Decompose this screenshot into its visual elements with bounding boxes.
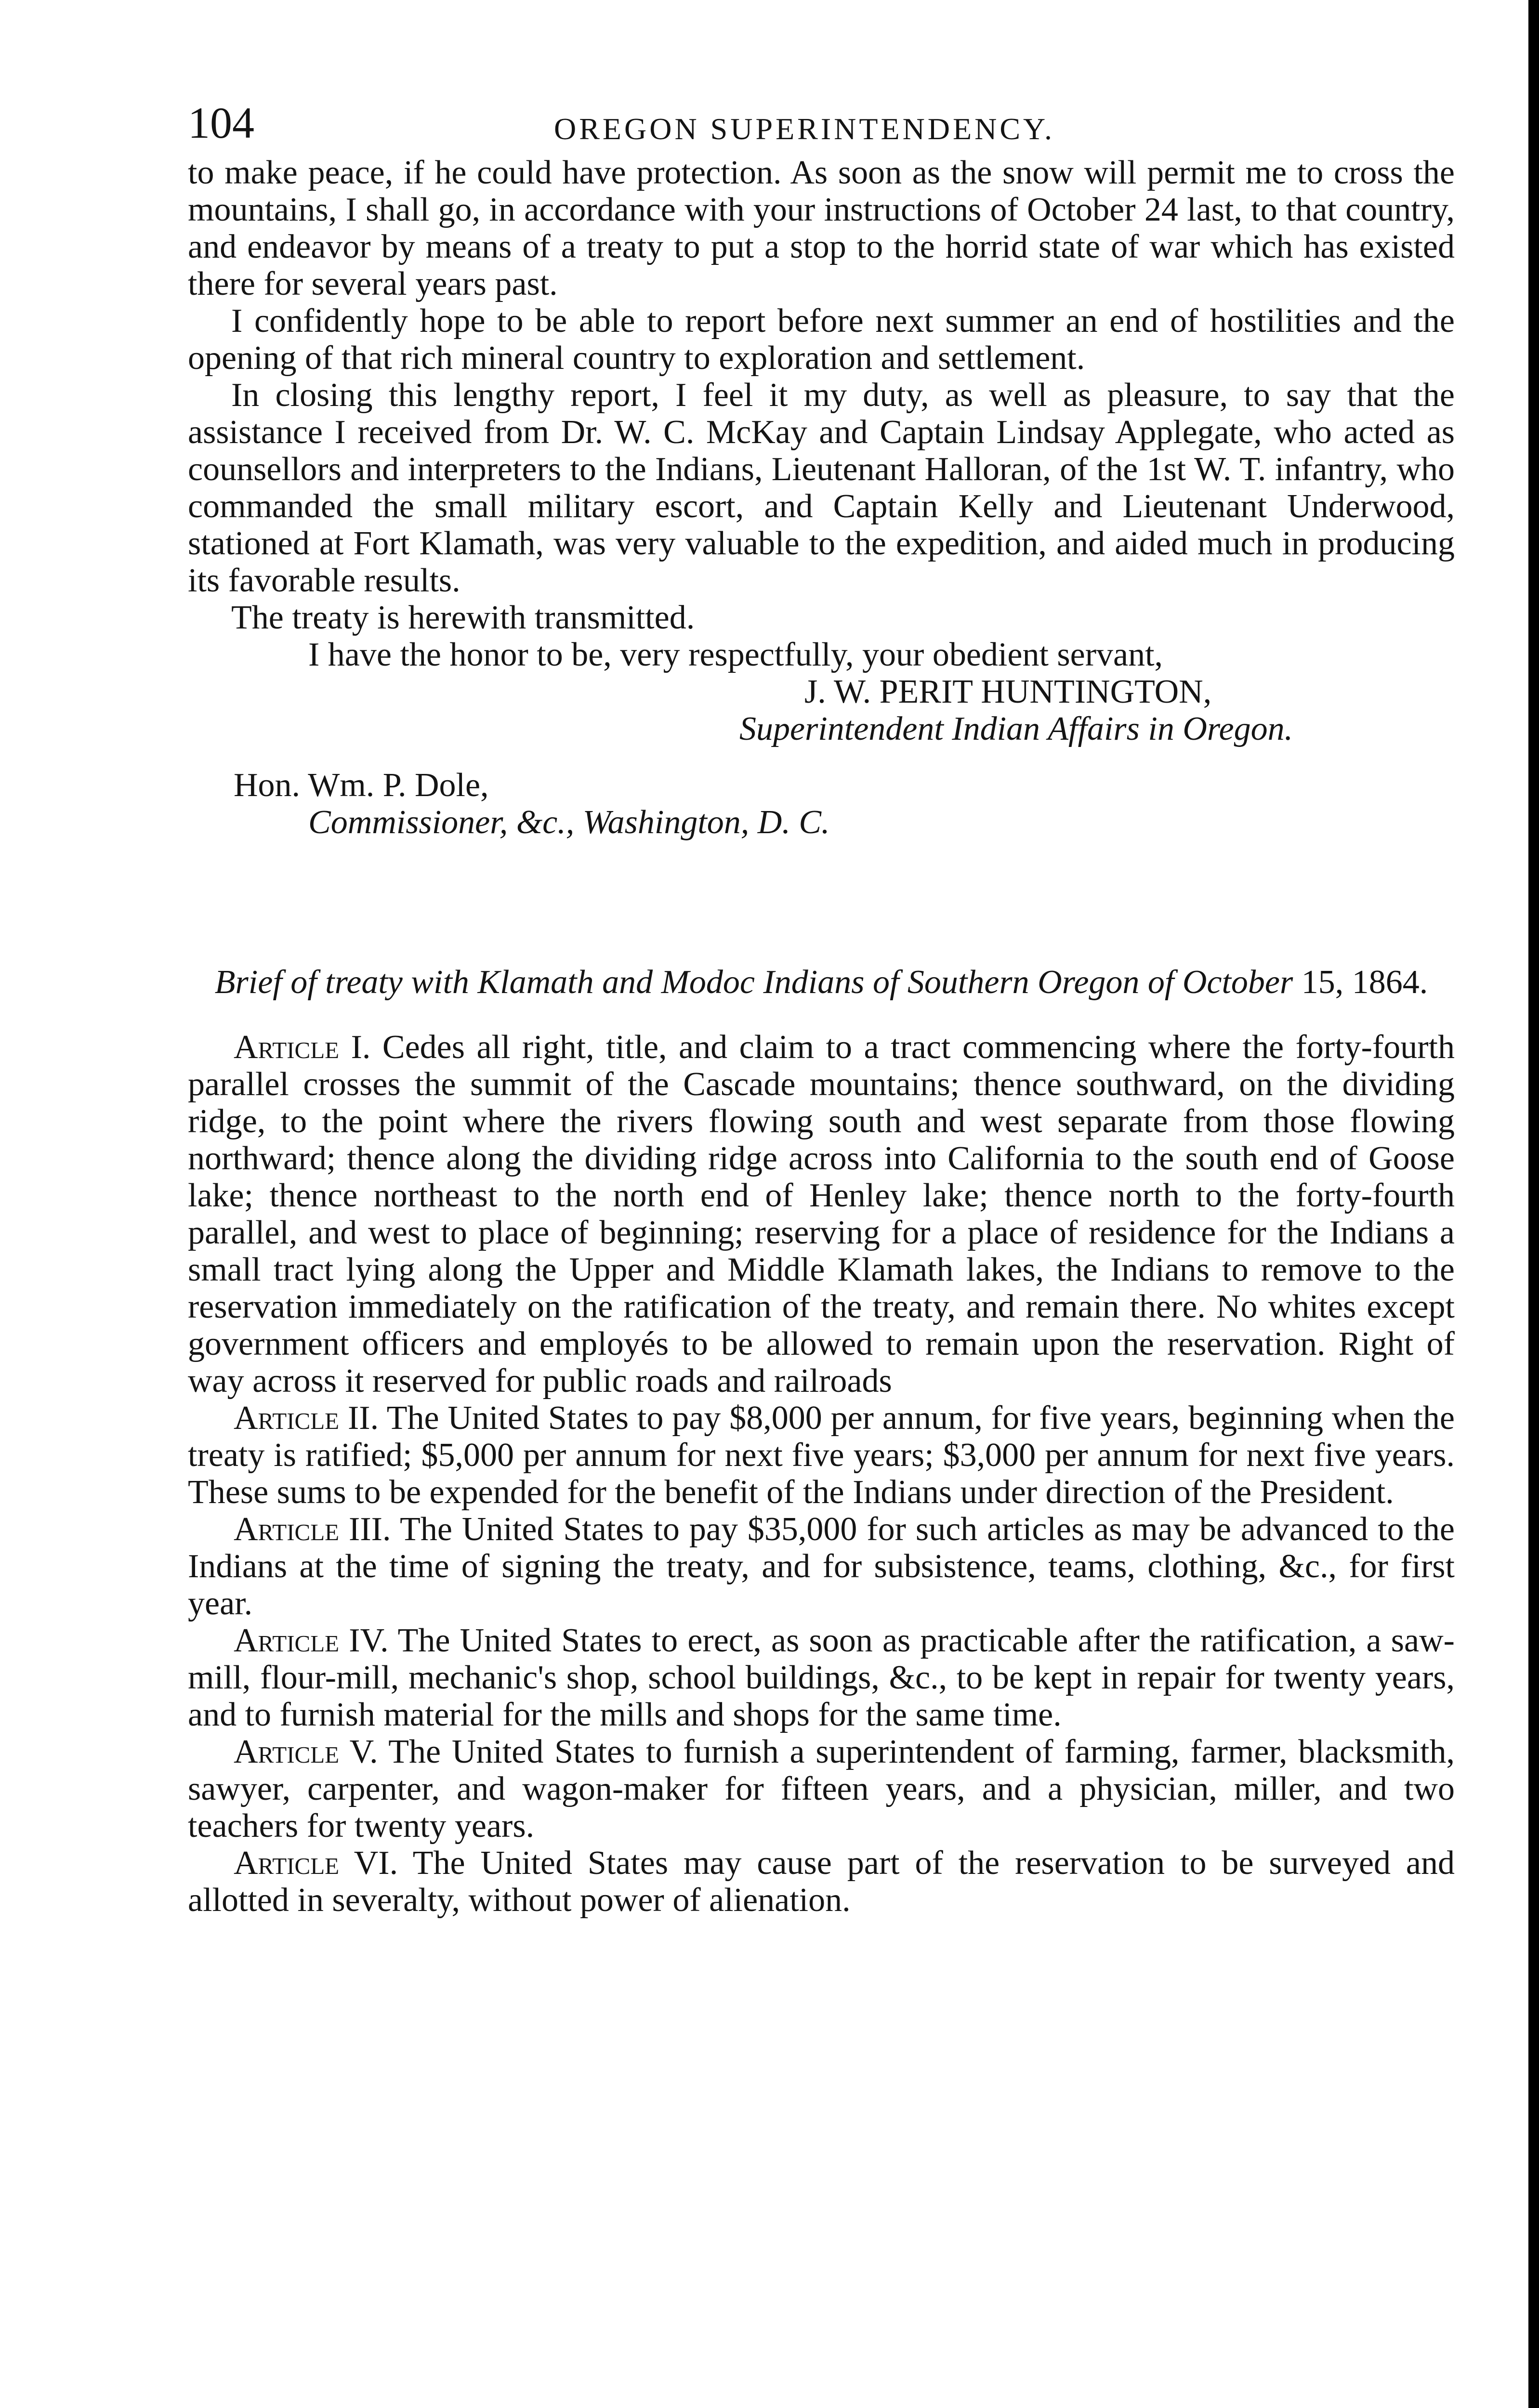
letter-body	[188, 154, 1455, 841]
article-text: Cedes all right, title, and claim to a tract commencing where the forty-fourth parallel crosses the summit of the Cascade mountains; thence southward, on the dividing ridge, to the point where the rivers flowing south and west separate from those flowing northward; thence along the dividing ridge across into California to the south end of Goose lake; thence northeast to the north end of Henley lake; thence north to the forty-fourth parallel, and west to place of beginning; reserving for a place of residence for the Indians a small tract lying along the Upper and Middle Klamath lakes, the Indians to remove to the reservation immediately on the ratification of the treaty, and remain there. No whites except government officers and employés to be allowed to remain upon the reservation. Right of way across it reserved for public roads and railroads	[188, 1029, 1455, 1400]
article-label: Article III.	[234, 1511, 391, 1548]
page-number: 104	[188, 98, 254, 147]
article-text: The United States to furnish a superintendent of farming, farmer, blacksmith, sawyer, carpenter, and wagon-maker for fifteen years, and a physician, miller, and two teachers for twenty years.	[188, 1733, 1455, 1845]
article-3	[188, 1511, 1455, 1622]
article-text: The United States may cause part of the reservation to be surveyed and allotted in severalty, without power of alienation.	[188, 1845, 1455, 1919]
letter-paragraph-1: to make peace, if he could have protection. As soon as the snow will permit me to cross the mountains, I shall go, in accordance with your instructions of October 24 last, to that country, and endeavor by means of a treaty to put a stop to the horrid state of war which has existed there for several years past.	[188, 154, 1455, 302]
article-text: The United States to pay $8,000 per annum, for five years, beginning when the treaty is ratified; $5,000 per annum for next five years; $3,000 per annum for next five years. These sums to be expended for the benefit of the Indians under direction of the President.	[188, 1400, 1455, 1511]
article-4	[188, 1622, 1455, 1733]
article-text: The United States to erect, as soon as practicable after the ratification, a saw-mill, flour-mill, mechanic's shop, school buildings, &c., to be kept in repair for twenty years, and to furnish material for the mills and shops for the same time.	[188, 1622, 1455, 1733]
article-2	[188, 1400, 1455, 1511]
running-title: OREGON SUPERINTENDENCY.	[554, 112, 1055, 146]
addressee-name: Hon. Wm. P. Dole,	[234, 767, 489, 804]
article-label: Article I.	[234, 1029, 371, 1066]
addressee-title: Commissioner, &c., Washington, D. C.	[308, 804, 830, 841]
scan-border-right	[1528, 0, 1539, 2408]
signature-name: J. W. PERIT HUNTINGTON,	[804, 673, 1212, 710]
article-6	[188, 1845, 1455, 1919]
article-5	[188, 1733, 1455, 1845]
brief-title-date: 15, 1864.	[1301, 964, 1428, 1001]
article-label: Article VI.	[234, 1845, 398, 1882]
article-1	[188, 1029, 1455, 1400]
letter-closing: I have the honor to be, very respectfully, your obedient servant,	[308, 636, 1163, 673]
letter-paragraph-2: I confidently hope to be able to report before next summer an end of hostilities and the opening of that rich mineral country to exploration and settlement.	[188, 302, 1455, 377]
article-label: Article II.	[234, 1400, 379, 1437]
document-page	[188, 96, 1455, 1919]
signature-title: Superintendent Indian Affairs in Oregon.	[739, 710, 1293, 747]
letter-paragraph-3: In closing this lengthy report, I feel it my duty, as well as pleasure, to say that the assistance I received from Dr. W. C. McKay and Captain Lindsay Applegate, who acted as counsellors and interpreters to the Indians, Lieutenant Halloran, of the 1st W. T. infantry, who commanded the small military escort, and Captain Kelly and Lieutenant Underwood, stationed at Fort Klamath, was very valuable to the expedition, and aided much in producing its favorable results.	[188, 377, 1455, 599]
article-label: Article V.	[234, 1733, 378, 1770]
treaty-articles	[188, 1029, 1455, 1919]
article-label: Article IV.	[234, 1622, 389, 1659]
article-text: The United States to pay $35,000 for such articles as may be advanced to the Indians at the time of signing the treaty, and for subsistence, teams, clothing, &c., for first year.	[188, 1511, 1455, 1622]
page-header	[188, 96, 1455, 154]
letter-paragraph-4: The treaty is herewith transmitted.	[231, 599, 695, 636]
brief-title	[188, 964, 1455, 1001]
brief-title-text: Brief of treaty with Klamath and Modoc Indians of Southern Oregon of October	[214, 964, 1293, 1001]
